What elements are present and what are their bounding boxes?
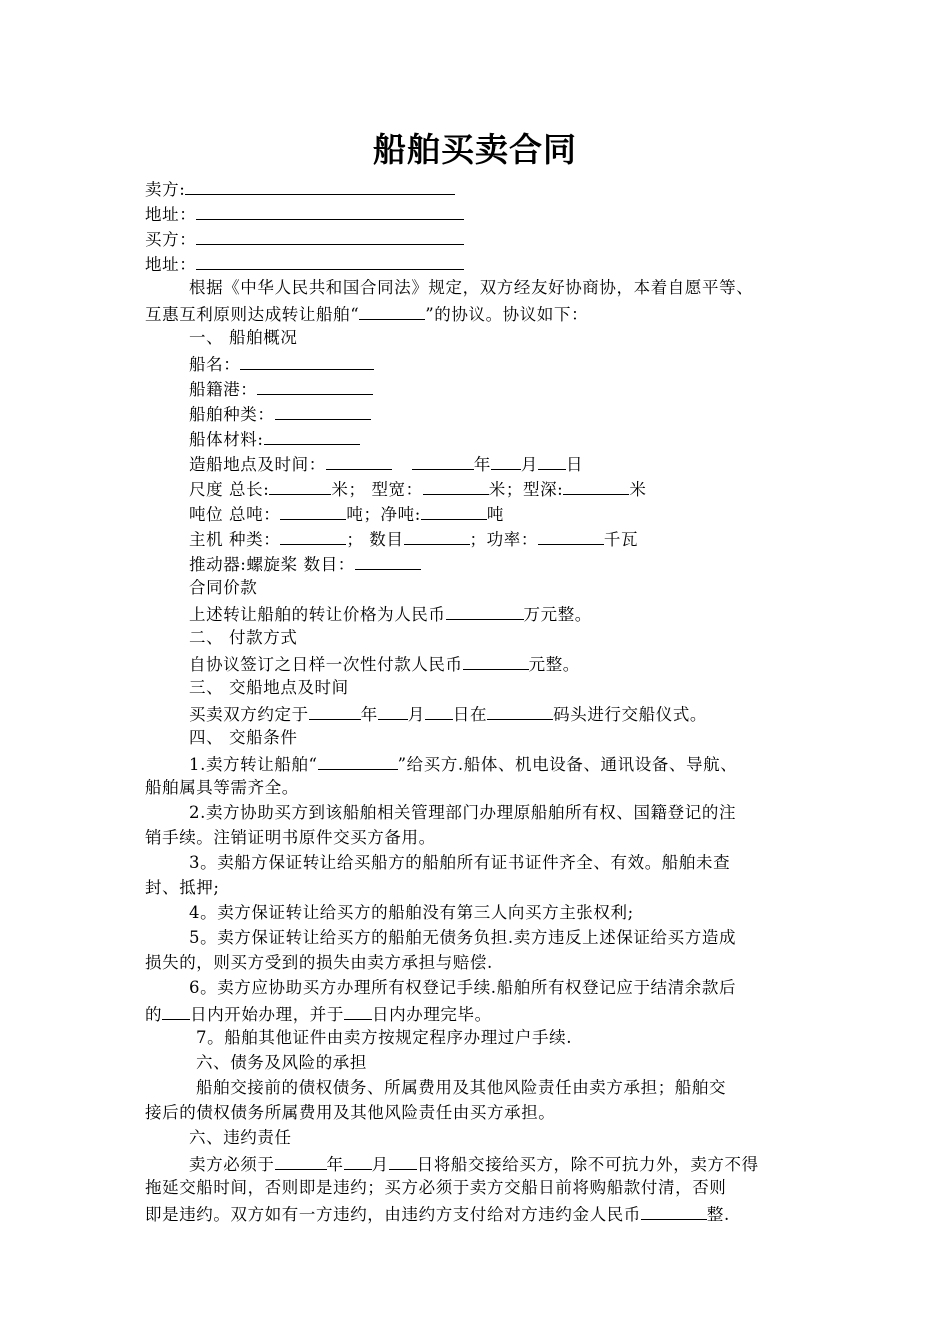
seller-address-line: 地址： [145, 200, 464, 225]
section-heading-delivery-conditions: 四、 交船条件 [189, 728, 298, 747]
handover-day-field[interactable] [389, 1150, 417, 1170]
engine-count-field[interactable] [404, 525, 470, 545]
debts-risks-line-2: 接后的债权债务所属费用及其他风险责任由买方承担。 [145, 1103, 556, 1122]
handover-year-field[interactable] [275, 1150, 327, 1170]
section-heading-contract-price: 合同价款 [189, 578, 258, 597]
condition-4-line: 4。卖方保证转让给买方的船舶没有第三人向买方主张权利; [189, 903, 634, 922]
price-field[interactable] [446, 600, 524, 620]
delivery-date-line: 买卖双方约定于 年 月 日在 码头进行交船仪式。 [189, 700, 707, 725]
condition-2-line-2: 销手续。注销证明书原件交买方备用。 [145, 828, 436, 847]
section-heading-payment: 二、 付款方式 [189, 628, 298, 647]
condition-6-line-1: 6。卖方应协助买方办理所有权登记手续.船舶所有权登记应于结清余款后 [189, 978, 737, 997]
breach-line-2: 拖延交船时间，否则即是违约；买方必须于卖方交船日前将购船款付清，否则 [145, 1178, 727, 1197]
breach-line-3: 即是违约。双方如有一方违约，由违约方支付给对方违约金人民币 整. [145, 1200, 730, 1225]
buyer-line: 买方： [145, 225, 464, 250]
buyer-address-line: 地址： [145, 250, 464, 275]
ship-type-line: 船舶种类： [189, 400, 371, 425]
section-heading-ship-overview: 一、 船舶概况 [189, 328, 298, 347]
condition-3-line-2: 封、抵押; [145, 878, 220, 897]
port-of-registry-line: 船籍港： [189, 375, 373, 400]
condition-3-line-1: 3。卖船方保证转让给买船方的船舶所有证书证件齐全、有效。船舶未查 [189, 853, 731, 872]
delivery-year-field[interactable] [309, 700, 361, 720]
condition-7-line: 7。船舶其他证件由卖方按规定程序办理过户手续. [196, 1028, 573, 1047]
preamble-line-2: 互惠互利原则达成转让船舶“ ”的协议。协议如下： [145, 300, 588, 325]
seller-address-blank[interactable] [196, 200, 464, 220]
build-place-field[interactable] [326, 450, 392, 470]
ship-name-blank[interactable] [359, 300, 425, 320]
payment-amount-field[interactable] [463, 650, 529, 670]
handover-month-field[interactable] [344, 1150, 372, 1170]
delivery-day-field[interactable] [425, 700, 453, 720]
registration-finish-days-field[interactable] [344, 1000, 372, 1020]
buyer-blank[interactable] [196, 225, 464, 245]
ship-name-line: 船名： [189, 350, 374, 375]
port-of-registry-field[interactable] [257, 375, 373, 395]
total-length-field[interactable] [269, 475, 331, 495]
hull-material-field[interactable] [264, 425, 360, 445]
build-month-field[interactable] [491, 450, 521, 470]
delivery-month-field[interactable] [378, 700, 408, 720]
engine-power-field[interactable] [538, 525, 604, 545]
build-place-time-line: 造船地点及时间： 年 月 日 [189, 450, 583, 475]
transfer-ship-name-field[interactable] [318, 750, 398, 770]
build-day-field[interactable] [538, 450, 566, 470]
main-engine-line: 主机 种类： ； 数目 ；功率： 千瓦 [189, 525, 638, 550]
seller-blank[interactable] [185, 175, 455, 195]
net-tonnage-field[interactable] [421, 500, 487, 520]
condition-1-line-2: 船舶属具等需齐全。 [145, 778, 299, 797]
price-line: 上述转让船舶的转让价格为人民币 万元整。 [189, 600, 592, 625]
engine-type-field[interactable] [280, 525, 346, 545]
build-year-field[interactable] [412, 450, 474, 470]
breadth-field[interactable] [423, 475, 489, 495]
condition-5-line-1: 5。卖方保证转让给买方的船舶无债务负担.卖方违反上述保证给买方造成 [189, 928, 737, 947]
propeller-line: 推动器:螺旋桨 数目： [189, 550, 421, 575]
depth-field[interactable] [563, 475, 629, 495]
section-heading-delivery-place-time: 三、 交船地点及时间 [189, 678, 349, 697]
section-heading-debts-risks: 六、债务及风险的承担 [196, 1053, 367, 1072]
condition-1-line-1: 1.卖方转让船舶“ ”给买方.船体、机电设备、通讯设备、导航、 [189, 750, 737, 775]
dimensions-line: 尺度 总长: 米； 型宽： 米；型深: 米 [189, 475, 646, 500]
preamble-line-1: 根据《中华人民共和国合同法》规定，双方经友好协商协，本着自愿平等、 [189, 278, 754, 297]
payment-line: 自协议签订之日样一次性付款人民币 元整。 [189, 650, 580, 675]
gross-tonnage-field[interactable] [280, 500, 346, 520]
document-title: 船舶买卖合同 [373, 130, 577, 169]
ship-name-field[interactable] [240, 350, 374, 370]
breach-line-1: 卖方必须于 年 月 日将船交接给买方，除不可抗力外，卖方不得 [189, 1150, 759, 1175]
buyer-address-blank[interactable] [196, 250, 464, 270]
seller-line: 卖方: [145, 175, 455, 200]
delivery-wharf-field[interactable] [487, 700, 553, 720]
propeller-count-field[interactable] [355, 550, 421, 570]
tonnage-line: 吨位 总吨： 吨；净吨: 吨 [189, 500, 504, 525]
condition-2-line-1: 2.卖方协助买方到该船舶相关管理部门办理原船舶所有权、国籍登记的注 [189, 803, 737, 822]
condition-5-line-2: 损失的，则买方受到的损失由卖方承担与赔偿. [145, 953, 493, 972]
penalty-amount-field[interactable] [641, 1200, 707, 1220]
condition-6-line-2: 的 日内开始办理，并于 日内办理完毕。 [145, 1000, 492, 1025]
registration-start-days-field[interactable] [162, 1000, 190, 1020]
section-heading-breach: 六、违约责任 [189, 1128, 292, 1147]
ship-type-field[interactable] [275, 400, 371, 420]
debts-risks-line-1: 船舶交接前的债权债务、所属费用及其他风险责任由卖方承担；船舶交 [196, 1078, 727, 1097]
hull-material-line: 船体材料: [189, 425, 360, 450]
